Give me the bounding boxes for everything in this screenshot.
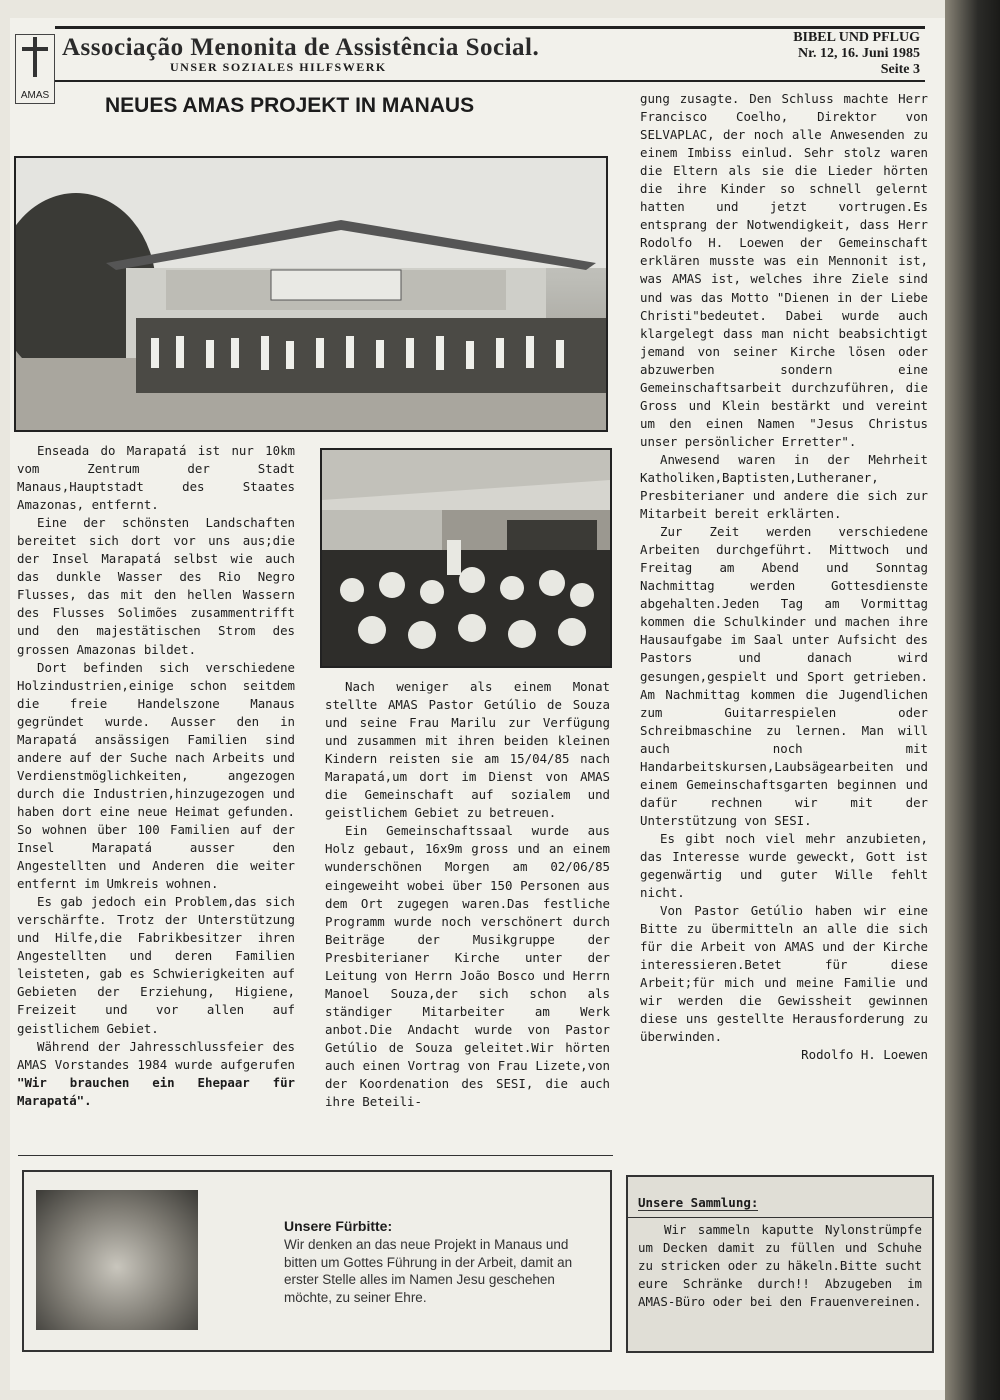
amas-logo <box>15 34 55 104</box>
article-quote: "Wir brauchen ein Ehepaar für Marapatá". <box>17 1074 295 1108</box>
article-paragraph: Von Pastor Getúlio haben wir eine Bitte zu übermitteln an alle die sich für die Arbeit von AMAS und der Kirche interessieren.Betet für diese Arbeit;für mich und meine Familie und wir werden die Gewissheit gewinnen diese uns gestellte Herausforderung zu überwinden. <box>640 903 928 1045</box>
photo-hall-gathering <box>320 448 612 668</box>
logo-text: AMAS <box>20 90 50 101</box>
article-headline: NEUES AMAS PROJEKT IN MANAUS <box>105 94 475 117</box>
article-paragraph: Enseada do Marapatá ist nur 10km vom Zentrum der Stadt Manaus,Hauptstadt des Staates Amazonas, entfernt. <box>17 443 295 513</box>
praying-hands-image <box>36 1190 198 1330</box>
issue-info <box>793 30 920 78</box>
organization-subtitle: UNSER SOZIALES HILFSWERK <box>170 60 387 74</box>
cross-icon <box>22 37 48 77</box>
photo-community-hall <box>14 156 608 432</box>
article-text: Während der Jahresschlussfeier des AMAS Vorstandes 1984 wurde aufgerufen <box>17 1038 295 1072</box>
collection-box-text <box>638 1221 922 1311</box>
article-paragraph: Dort befinden sich verschiedene Holzindustrien,einige schon seitdem die freie Handelszone Manaus gegründet wurde. Ausser den in Marapatá ansässigen Familien sind andere auf der Suche nach Arbeits und Verdienstmöglichkeiten, angezogen durch die Industrien,hinzugezogen und haben dort eine neue Heimat gefunden. So wohnen über 100 Familien auf der Insel Marapatá ausser den Angestellten und Anderen die weiter entfernt im Umkreis wohnen. <box>17 659 295 892</box>
article-paragraph: Nach weniger als einem Monat stellte AMAS Pastor Getúlio de Souza und seine Frau Marilu zur Verfügung und zusammen mit ihren beiden kleinen Kindern reisten sie am 15/04/85 nach Marapatá,um dort im Dienst von AMAS die Gemeinschaft auf sozialem und geistlichem Gebiet zu betreuen. <box>325 679 610 821</box>
collection-box-title: Unsere Sammlung: <box>638 1195 759 1210</box>
publication-name: BIBEL UND PFLUG <box>793 30 920 45</box>
article-paragraph: Es gab jedoch ein Problem,das sich verschärfte. Trotz der Unterstützung und Hilfe,die Fabrikbesitzer ihren Angestellten und deren Familien leisteten, gab es Schwierigkeiten auf Gebieten der Erziehung, Higiene, Freizeit und vor allen auf geistlichem Gebiet. <box>17 894 295 1036</box>
prayer-box-text: Wir denken an das neue Projekt in Manaus und bitten um Gottes Führung in der Arbeit, damit an erster Stelle alles im Namen Jesu geschehen möchte, zu seiner Ehre. <box>284 1237 573 1305</box>
masthead-top-rule <box>55 26 925 29</box>
article-column-2 <box>325 678 610 1111</box>
article-paragraph: Eine der schönsten Landschaften bereitet sich dort vor uns aus;die der Insel Marapatá selbst wie auch das dunkle Wasser des Rio Negro Flusses, das mit den hellen Wassern des Flusses Solimões zusammentrifft und den majestätischen Strom des grossen Amazonas bildet. <box>17 515 295 657</box>
prayer-box <box>22 1170 612 1352</box>
collection-box-rule <box>628 1217 932 1218</box>
masthead-bottom-rule <box>55 80 925 82</box>
article-paragraph: Es gibt noch viel mehr anzubieten, das Interesse wurde geweckt, Gott ist gegenwärtig und guter Wille fehlt nicht. <box>640 830 928 901</box>
prayer-box-title: Unsere Fürbitte: <box>284 1218 393 1234</box>
collection-box <box>626 1175 934 1353</box>
article-paragraph: Ein Gemeinschaftssaal wurde aus Holz gebaut, 16x9m gross und an einem wunderschönen Morgen am 02/06/85 eingeweiht wobei über 150 Personen aus dem Ort zugegen waren.Das festliche Programm wurde noch verschönert durch Beiträge der Musikgruppe der Presbiterianer Kirche unter der Leitung von Herrn João Bosco und Herrn Manoel Souza,der sich schon als ständiger Mitarbeiter am Werk anbot.Die Andacht wurde von Pastor Getúlio de Souza geleitet.Wir hörten auch einen Vortrag von Frau Lizete,von der Koordenation des SESI, die auch ihre Beteili- <box>325 823 610 1110</box>
article-paragraph: gung zusagte. Den Schluss machte Herr Francisco Coelho, Direktor von SELVAPLAC, der noch alle Anwesenden zu einem Imbiss einlud. Sehr stolz waren die Eltern als sie die Lieder hörten die ihre Kinder so schnell gelernt hatten und jetzt vortrugen.Es entsprang der Notwendigkeit, dass Herr Rodolfo H. Loewen der Gemeinschaft erklären musste was ein Mennonit ist, was AMAS ist, welches ihre Ziele sind und was das Motto "Dienen in der Liebe Christi"bedeutet. Dabei wurde auch klargelegt dass man nicht beabsichtigt jemand von seiner Kirche lösen oder abzuwerben sondern eine Gemeinschaftsarbeit durchzuführen, die Gross und Klein bestärkt und vereint um den einen Namen "Jesus Christus unser persönlicher Erretter". <box>640 91 928 449</box>
article-signature: Rodolfo H. Loewen <box>801 1047 928 1063</box>
section-divider <box>18 1155 613 1156</box>
article-column-1 <box>17 442 295 1110</box>
collection-box-paragraph: Wir sammeln kaputte Nylonstrümpfe um Decken damit zu füllen und Schuhe zu stricken oder zu häkeln.Bitte sucht eure Schränke durch!! Abzugeben im AMAS-Büro oder bei den Frauenvereinen. <box>638 1222 922 1309</box>
article-paragraph: Zur Zeit werden verschiedene Arbeiten durchgeführt. Mittwoch und Freitag am Abend und Sonntag Nachmittag werden Gottesdienste abgehalten.Jeden Tag am Vormittag kommen die Schulkinder und machen ihre Hausaufgabe im Saal unter Aufsicht des Pastors und danach wird gesungen,gespielt und Sport getrieben. Am Nachmittag kommen die Jugendlichen zum Guitarrespielen oder Schreibmaschine zu lernen. Man will auch noch mit Handarbeitskursen,Laubsägearbeiten und einem Gemeinschaftsgarten beginnen und dafür rechnen wir mit der Unterstützung von SESI. <box>640 524 928 828</box>
page-number: Seite 3 <box>880 62 920 77</box>
article-paragraph: Anwesend waren in der Mehrheit Katholiken,Baptisten,Lutheraner, Presbiterianer und andere die sich zur Mitarbeit bereit erklärten. <box>640 451 928 522</box>
page-binding <box>945 0 1000 1400</box>
issue-number: Nr. 12, 16. Juni 1985 <box>797 46 920 61</box>
article-paragraph <box>17 1038 295 1110</box>
article-column-3 <box>640 90 928 1065</box>
organization-name: Associação Menonita de Assistência Social. <box>62 34 540 61</box>
